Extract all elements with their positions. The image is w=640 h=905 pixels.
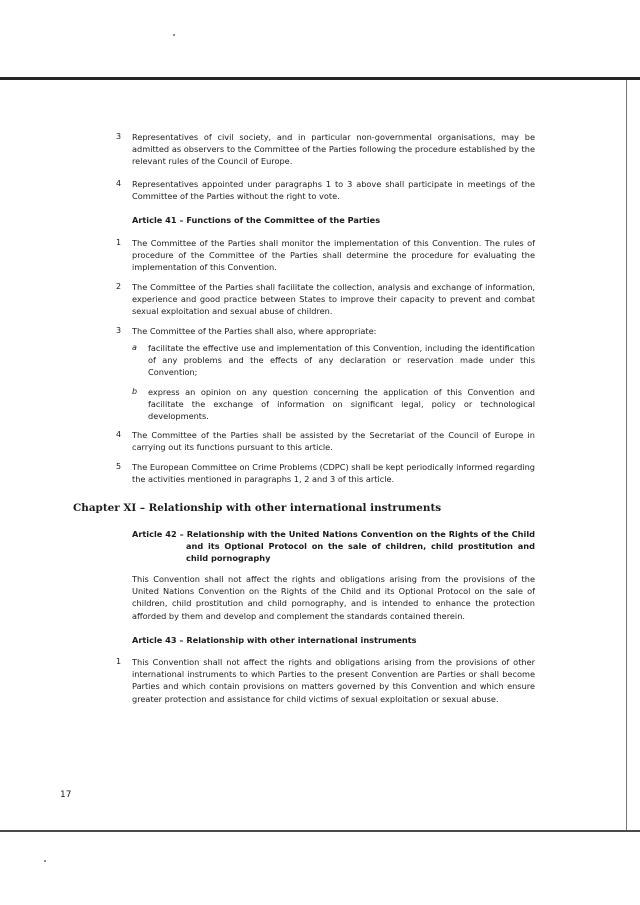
scan-speck <box>173 34 175 36</box>
paragraph-number: 1 <box>116 238 122 247</box>
paragraph-number: 3 <box>116 326 122 335</box>
paragraph-number: 4 <box>116 430 122 439</box>
scan-speck <box>44 860 46 862</box>
article-42-prefix: Article 42 – <box>132 529 184 539</box>
subparagraph-letter: b <box>132 387 138 396</box>
paragraph-number: 3 <box>116 132 122 141</box>
page-number: 17 <box>60 790 72 800</box>
right-edge-line <box>626 80 627 832</box>
paragraph-text: The Committee of the Parties shall also, where appropriate: <box>132 326 377 336</box>
article-43-heading: Article 43 – Relationship with other international instruments <box>132 635 417 645</box>
chapter-title: Chapter XI – Relationship with other international instruments <box>73 502 442 514</box>
paragraph-text: The Committee of the Parties shall facilitate the collection, analysis and exchange of information, experience and good practice between States to improve their capacity to prevent and combat sexual exploitation and sexual abuse of children. <box>132 282 535 317</box>
paragraph-number: 2 <box>116 282 122 291</box>
paragraph-text: Representatives appointed under paragraphs 1 to 3 above shall participate in meetings of the Committee of the Parties without the right to vote. <box>132 179 535 202</box>
article-42-heading <box>132 528 535 565</box>
article-42-title: Relationship with the United Nations Convention on the Rights of the Child and its Optional Protocol on the sale of children, child prostitution and child pornography <box>186 529 535 564</box>
paragraph-text: The European Committee on Crime Problems (CDPC) shall be kept periodically informed regarding the activities mentioned in paragraphs 1, 2 and 3 of this article. <box>132 462 536 485</box>
paragraph-text: This Convention shall not affect the rights and obligations arising from the provisions of other international instruments to which Parties to the present Convention are Parties or shall become Parties and which contain provisions on matters governed by this Convention and which ensure greater protection and assistance for child victims of sexual exploitation or sexual abuse. <box>132 657 535 704</box>
subparagraph-letter: a <box>132 343 137 352</box>
paragraph-text: The Committee of the Parties shall monitor the implementation of this Convention. The rules of procedure of the Committee of the Parties shall determine the procedure for evaluating the implementation of this Convention. <box>132 238 535 273</box>
article-41-heading: Article 41 – Functions of the Committee of the Parties <box>132 215 381 225</box>
paragraph-number: 1 <box>116 657 122 666</box>
top-rule <box>0 77 640 80</box>
paragraph-number: 5 <box>116 462 122 471</box>
subparagraph-text: facilitate the effective use and implementation of this Convention, including the identification of any problems and the effects of any declaration or reservation made under this Convention; <box>148 343 535 378</box>
paragraph-text: Representatives of civil society, and in particular non-governmental organisations, may be admitted as observers to the Committee of the Parties following the procedure established by the relevant rules of the Council of Europe. <box>132 132 535 167</box>
bottom-rule <box>0 830 640 832</box>
subparagraph-text: express an opinion on any question concerning the application of this Convention and facilitate the exchange of information on significant legal, policy or technological developments. <box>148 387 535 422</box>
paragraph-number: 4 <box>116 179 122 188</box>
paragraph-text: The Committee of the Parties shall be assisted by the Secretariat of the Council of Europe in carrying out its functions pursuant to this article. <box>132 430 535 453</box>
article-42-text: This Convention shall not affect the rights and obligations arising from the provisions of the United Nations Convention on the Rights of the Child and its Optional Protocol on the sale of children, child prostitution and child pornography, and is intended to enhance the protection afforded by them and develop and complement the standards contained therein. <box>132 574 535 621</box>
